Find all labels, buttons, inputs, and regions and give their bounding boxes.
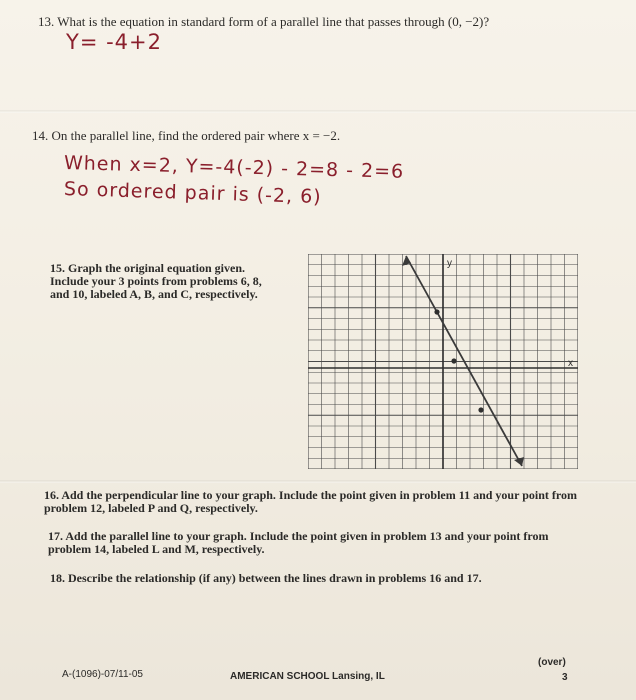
question-14: 14. On the parallel line, find the ordered pair where x = −2. bbox=[32, 128, 341, 143]
answer-14-line2-handwritten: So ordered pair is (-2, 6) bbox=[63, 178, 322, 209]
coordinate-grid bbox=[308, 254, 578, 469]
paper-fold-2 bbox=[0, 480, 636, 483]
question-18: 18. Describe the relationship (if any) between the lines drawn in problems 16 and 17. bbox=[50, 571, 482, 585]
question-15: 15. Graph the original equation given. Include your 3 points from problems 6, 8, and 10, labeled A, B, and C, respectively. bbox=[50, 261, 262, 301]
paper-fold bbox=[0, 110, 636, 113]
point-a bbox=[434, 309, 439, 314]
answer-14-line1-handwritten: When x=2, Y=-4(-2) - 2=8 - 2=6 bbox=[63, 152, 405, 183]
point-b bbox=[451, 358, 456, 363]
page-number: 3 bbox=[562, 672, 568, 683]
over-label: (over) bbox=[538, 657, 566, 668]
x-axis-label: x bbox=[568, 358, 573, 369]
publisher: AMERICAN SCHOOL Lansing, IL bbox=[230, 671, 385, 682]
y-axis-label: y bbox=[447, 258, 452, 269]
question-13: 13. What is the equation in standard form of a parallel line that passes through (0, −2)? bbox=[38, 14, 490, 29]
point-c bbox=[478, 407, 483, 412]
question-17: 17. Add the parallel line to your graph. Include the point given in problem 13 and your point from problem 14, labeled L and M, respectively. bbox=[48, 529, 549, 556]
form-code: A-(1096)-07/11-05 bbox=[62, 669, 143, 680]
answer-13-handwritten: Y= -4+2 bbox=[66, 30, 162, 54]
question-16: 16. Add the perpendicular line to your graph. Include the point given in problem 11 and your point from problem 12, labeled P and Q, respectively. bbox=[44, 488, 577, 515]
